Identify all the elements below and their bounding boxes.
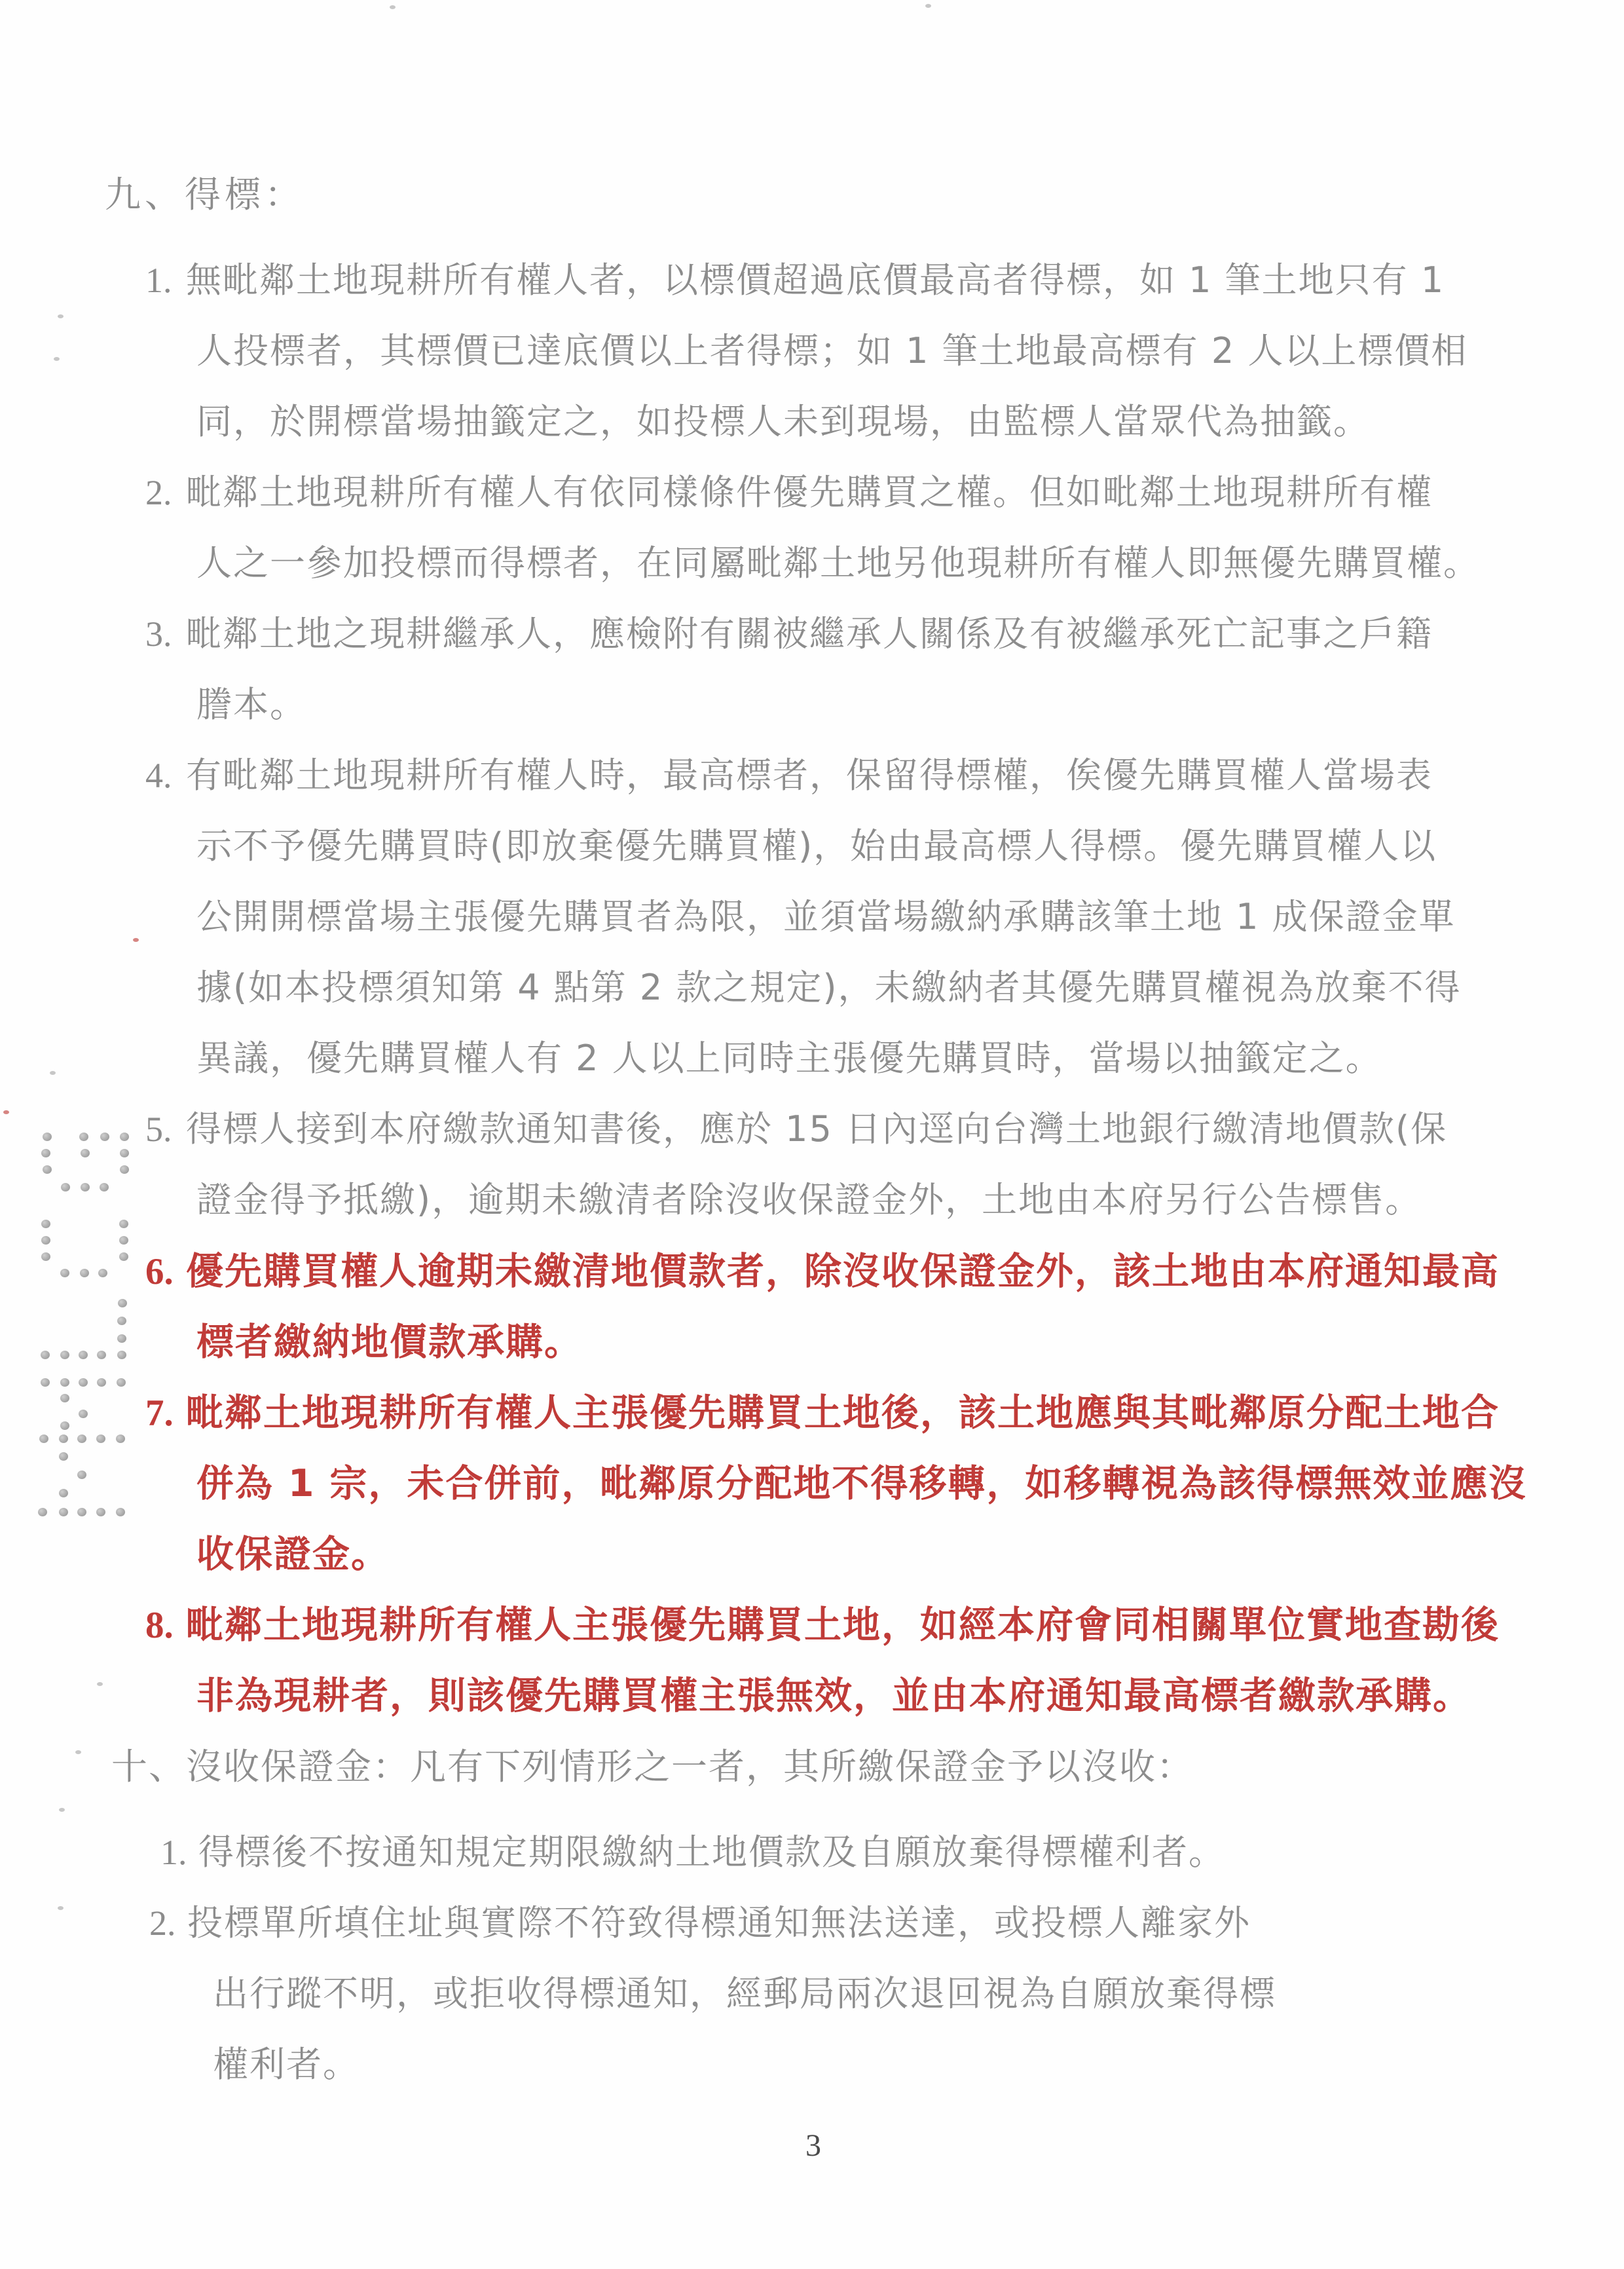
dot-matrix-mark — [41, 1378, 50, 1387]
dot-matrix-mark — [119, 1252, 128, 1261]
dot-matrix-mark — [79, 1351, 88, 1359]
dot-matrix-mark — [59, 1435, 68, 1443]
scan-speck-red — [133, 938, 139, 942]
item-text: 毗鄰土地現耕所有權人主張優先購買土地，如經本府會同相關單位實地查勘後 — [186, 1603, 1500, 1647]
text-line — [0, 1828, 1624, 1898]
item-text: 毗鄰土地現耕所有權人主張優先購買土地後，該土地應與其毗鄰原分配土地合 — [186, 1391, 1500, 1435]
text-line — [0, 1600, 1624, 1670]
dot-matrix-mark — [77, 1471, 86, 1479]
dot-matrix-mark — [60, 1421, 69, 1430]
text-line: 證金得予抵繳)，逾期未繳清者除沒收保證金外，土地由本府另行公告標售。 — [196, 1179, 1422, 1220]
text-line: 示不予優先購買時(即放棄優先購買權)，始由最高標人得標。優先購買權人以 — [196, 825, 1437, 867]
dot-matrix-mark — [97, 1351, 106, 1359]
dot-matrix-mark — [119, 1236, 128, 1245]
dot-matrix-mark — [97, 1378, 106, 1387]
item-number: 8. — [145, 1605, 174, 1646]
dot-matrix-mark — [39, 1435, 48, 1443]
dot-matrix-mark — [60, 1378, 69, 1387]
dot-matrix-mark — [79, 1133, 88, 1141]
dot-matrix-mark — [59, 1452, 68, 1461]
text-line — [0, 751, 1624, 821]
text-line: 謄本。 — [196, 684, 306, 725]
item-number: 5. — [145, 1110, 172, 1149]
text-line: 權利者。 — [213, 2044, 360, 2085]
text-line — [0, 1104, 1624, 1175]
scan-speck — [54, 357, 60, 361]
dot-matrix-mark — [81, 1183, 90, 1191]
page-number: 3 — [805, 2128, 821, 2163]
item-number: 2. — [145, 473, 172, 512]
item-number: 6. — [145, 1251, 174, 1292]
dot-matrix-mark — [59, 1489, 68, 1497]
scan-speck — [58, 1906, 64, 1910]
text-line: 收保證金。 — [196, 1533, 390, 1576]
text-line: 人投標者，其標價已達底價以上者得標；如 1 筆土地最高標有 2 人以上標價相 — [196, 330, 1468, 371]
dot-matrix-mark — [117, 1378, 126, 1387]
dot-matrix-mark — [100, 1133, 109, 1141]
text-line: 公開開標當場主張優先購買者為限，並須當場繳納承購該筆土地 1 成保證金單 — [196, 896, 1456, 937]
item-number: 1. — [160, 1833, 187, 1872]
section-heading: 九、得標： — [105, 174, 305, 216]
scan-speck — [59, 1808, 65, 1812]
dot-matrix-mark — [77, 1508, 86, 1516]
item-text: 優先購買權人逾期未繳清地價款者，除沒收保證金外，該土地由本府通知最高 — [186, 1250, 1500, 1293]
dot-matrix-mark — [120, 1165, 129, 1174]
text-line — [0, 1898, 1624, 1969]
dot-matrix-mark — [119, 1220, 128, 1228]
dot-matrix-mark — [100, 1183, 109, 1191]
dot-matrix-mark — [77, 1435, 86, 1443]
item-text: 無毗鄰土地現耕所有權人者，以標價超過底價最高者得標，如 1 筆土地只有 1 — [186, 259, 1445, 301]
item-number: 1. — [145, 261, 172, 300]
text-line — [0, 255, 1624, 326]
text-line — [0, 1246, 1624, 1317]
text-line: 標者繳納地價款承購。 — [196, 1321, 583, 1364]
scan-speck-red — [3, 1110, 9, 1114]
dot-matrix-mark — [60, 1351, 69, 1359]
document-body — [0, 169, 1624, 2110]
dot-matrix-mark — [79, 1410, 88, 1418]
item-number: 3. — [145, 614, 172, 654]
dot-matrix-mark — [41, 1236, 50, 1245]
text-line — [0, 609, 1624, 680]
scan-speck — [390, 5, 396, 9]
item-number: 2. — [149, 1903, 176, 1943]
item-text: 毗鄰土地現耕所有權人有依同樣條件優先購買之權。但如毗鄰土地現耕所有權 — [186, 472, 1433, 513]
dot-matrix-mark — [96, 1508, 105, 1516]
dot-matrix-mark — [79, 1378, 88, 1387]
item-text: 得標人接到本府繳款通知書後，應於 15 日內逕向台灣土地銀行繳清地價款(保 — [186, 1108, 1448, 1150]
item-text: 有毗鄰土地現耕所有權人時，最高標者，保留得標權，俟優先購買權人當場表 — [186, 755, 1433, 796]
item-text: 投標單所填住址與實際不符致得標通知無法送達，或投標人離家外 — [187, 1902, 1251, 1943]
dot-matrix-mark — [81, 1149, 90, 1157]
dot-matrix-mark — [41, 1351, 50, 1359]
item-number: 4. — [145, 756, 172, 795]
dot-matrix-mark — [118, 1299, 127, 1307]
text-line: 據(如本投標須知第 4 點第 2 款之規定)，未繳納者其優先購買權視為放棄不得 — [196, 967, 1462, 1008]
item-text: 得標後不按通知規定期限繳納土地價款及自願放棄得標權利者。 — [198, 1831, 1225, 1873]
section-heading: 十、沒收保證金：凡有下列情形之一者，其所繳保證金予以沒收： — [111, 1746, 1194, 1788]
item-text: 毗鄰土地之現耕繼承人，應檢附有關被繼承人關係及有被繼承死亡記事之戶籍 — [186, 613, 1433, 654]
dot-matrix-mark — [117, 1317, 126, 1325]
dot-matrix-mark — [43, 1165, 52, 1174]
dot-matrix-mark — [43, 1133, 52, 1141]
dot-matrix-mark — [61, 1183, 70, 1191]
dot-matrix-mark — [120, 1149, 129, 1157]
scan-speck — [97, 1682, 103, 1686]
dot-matrix-mark — [41, 1252, 50, 1261]
scan-speck — [925, 4, 931, 8]
scan-speck — [50, 1071, 56, 1075]
dot-matrix-mark — [60, 1394, 69, 1402]
dot-matrix-mark — [120, 1133, 129, 1141]
text-line — [0, 1387, 1624, 1458]
dot-matrix-mark — [117, 1351, 126, 1359]
dot-matrix-mark — [38, 1508, 47, 1516]
dot-matrix-mark — [96, 1435, 105, 1443]
scan-speck — [75, 1750, 81, 1754]
dot-matrix-mark — [116, 1435, 125, 1443]
dot-matrix-mark — [80, 1269, 89, 1277]
dot-matrix-mark — [98, 1269, 107, 1277]
text-line: 出行蹤不明，或拒收得標通知，經郵局兩次退回視為自願放棄得標 — [213, 1973, 1276, 2014]
text-line: 異議，優先購買權人有 2 人以上同時主張優先購買時，當場以抽籤定之。 — [196, 1038, 1382, 1079]
dot-matrix-mark — [117, 1334, 126, 1343]
dot-matrix-mark — [59, 1508, 68, 1516]
text-line: 非為現耕者，則該優先購買權主張無效，並由本府通知最高標者繳款承購。 — [196, 1674, 1471, 1717]
text-line: 併為 1 宗，未合併前，毗鄰原分配地不得移轉，如移轉視為該得標無效並應沒 — [196, 1462, 1528, 1505]
dot-matrix-mark — [60, 1269, 69, 1277]
text-line — [0, 468, 1624, 538]
dot-matrix-mark — [41, 1149, 50, 1157]
text-line: 人之一參加投標而得標者，在同屬毗鄰土地另他現耕所有權人即無優先購買權。 — [196, 542, 1480, 584]
dot-matrix-mark — [41, 1220, 50, 1228]
text-line: 同，於開標當場抽籤定之，如投標人未到現場，由監標人當眾代為抽籤。 — [196, 401, 1370, 442]
dot-matrix-mark — [116, 1508, 125, 1516]
scan-speck — [58, 314, 64, 318]
item-number: 7. — [145, 1393, 174, 1434]
